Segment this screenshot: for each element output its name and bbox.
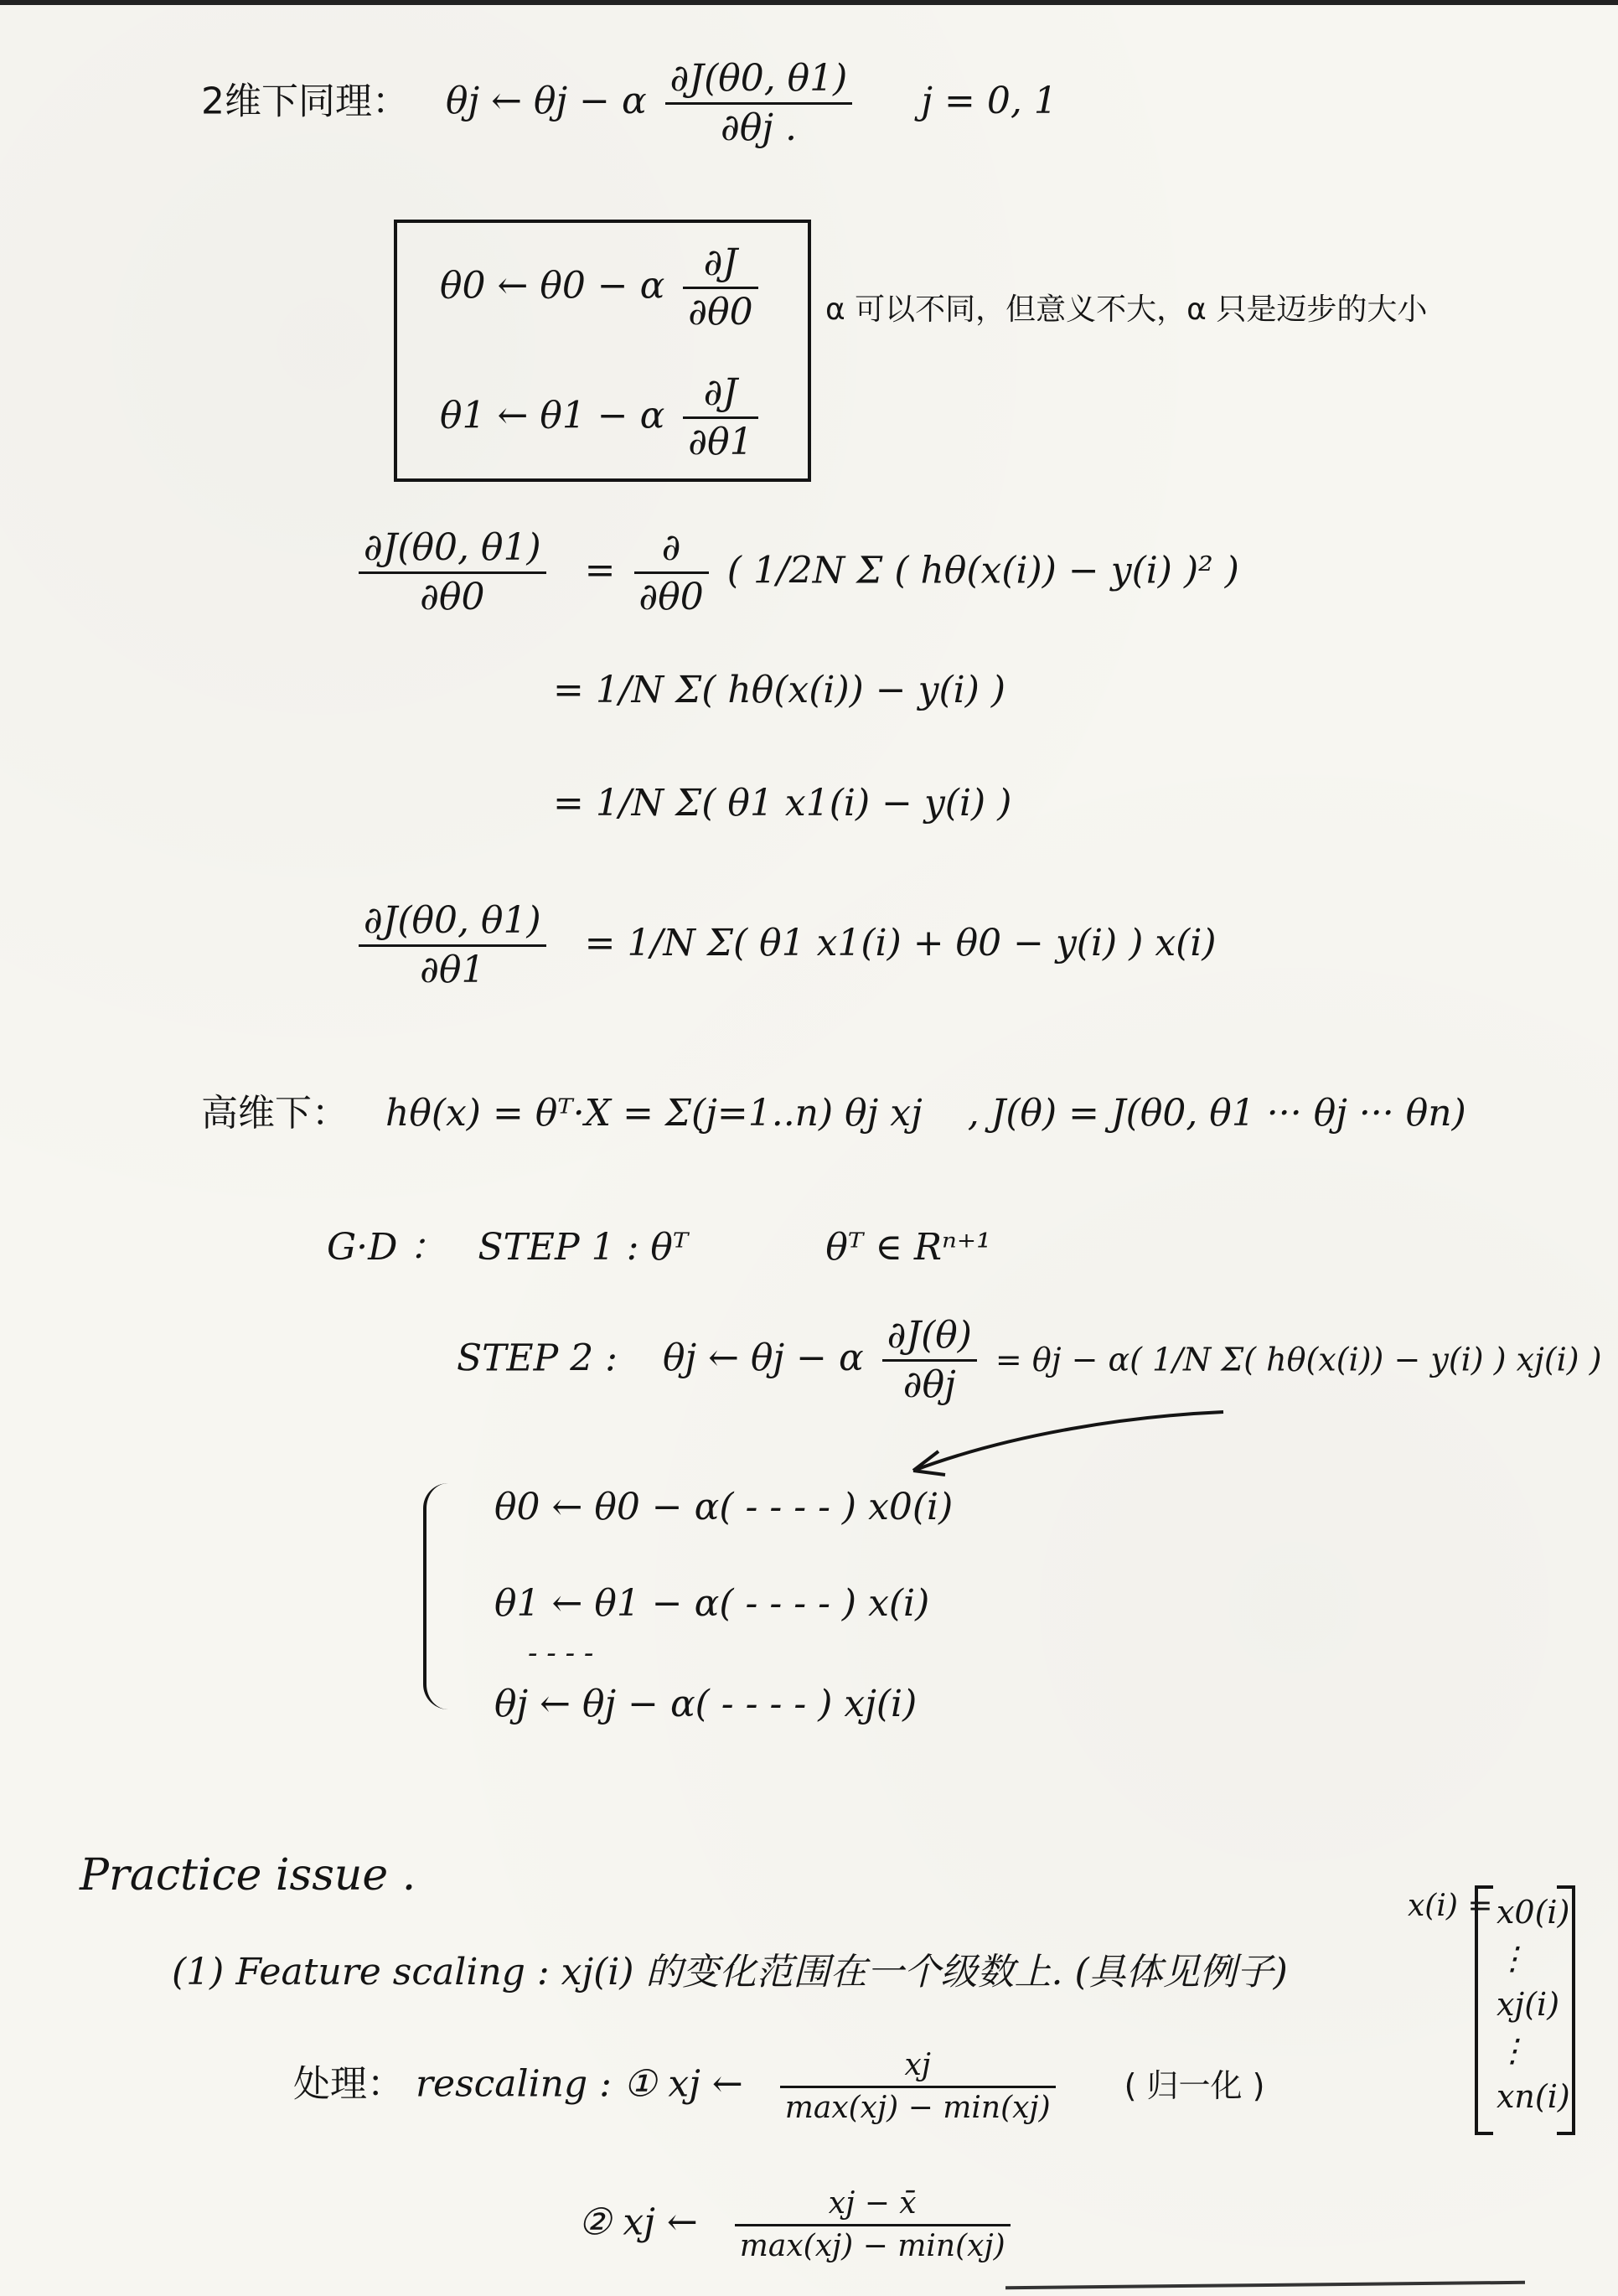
deriv-theta0-lhs-num: ∂J(θ0, θ1)	[359, 528, 546, 574]
high-dim-hypothesis: hθ(x) = θᵀ·X = Σ(j=1..n) θj xj	[385, 1092, 923, 1135]
deriv-theta1-line	[352, 901, 1217, 991]
gd-expand-dots: - - - -	[528, 1637, 594, 1670]
feature-vector	[1475, 1885, 1575, 2128]
deriv-theta0-step1-body: ( 1/2N Σ ( hθ(x(i)) − y(i) )² )	[726, 549, 1239, 592]
gd-step1: STEP 1 : θᵀ	[478, 1226, 689, 1269]
process-label: 处理：	[293, 2062, 404, 2106]
boxed-row1-fraction	[683, 243, 757, 334]
method2-num: xj − x̄	[735, 2187, 1011, 2226]
boxed-row1-left: θ0 ← θ0 − α	[440, 264, 665, 308]
gd-label: G·D ：	[327, 1226, 447, 1269]
gd-expand-theta1: θ1 ← θ1 − α( - - - - ) x(i)	[494, 1582, 930, 1625]
gd-2d-fraction-numerator: ∂J(θ0, θ1)	[665, 59, 853, 105]
boxed-row-theta0	[440, 243, 765, 334]
boxed-row2-den: ∂θ1	[688, 421, 753, 464]
gd-step2-left: θj ← θj − α	[663, 1337, 864, 1380]
deriv-theta0-operator	[634, 528, 709, 618]
method2-den: max(xj) − min(xj)	[739, 2228, 1005, 2263]
deriv-theta0-lhs-den: ∂θ0	[420, 576, 485, 619]
page-top-edge	[0, 0, 1618, 5]
vector-row-dots-1: ⋮	[1497, 1940, 1528, 1977]
high-dim-cost: , J(θ) = J(θ0, θ1 ··· θj ··· θn)	[967, 1092, 1466, 1135]
gd-step2-den: ∂θj	[902, 1363, 956, 1407]
practice-item1	[172, 1952, 1288, 1993]
vector-row-xn: xn(i)	[1497, 2078, 1570, 2115]
deriv-theta1-lhs	[359, 901, 546, 991]
gd-expand-theta0: θ0 ← θ0 − α( - - - - ) x0(i)	[494, 1486, 954, 1528]
deriv-theta1-lhs-num: ∂J(θ0, θ1)	[359, 901, 546, 947]
high-dim-line	[201, 1094, 1466, 1134]
deriv-theta0-line1	[352, 528, 1239, 618]
gd-expand-thetaj: θj ← θj − α( - - - - ) xj(i)	[494, 1683, 918, 1725]
pointer-arrow-icon	[880, 1399, 1232, 1492]
gd-2d-fraction	[665, 59, 853, 149]
gd-step2-label: STEP 2 :	[457, 1337, 618, 1380]
gd-2d-update-left: θj ← θj − α	[446, 80, 647, 123]
boxed-row1-num: ∂J	[683, 243, 757, 289]
deriv-theta1-rhs: = 1/N Σ( θ1 x1(i) + θ0 − y(i) ) x(i)	[584, 922, 1217, 965]
gd-step1-space: θᵀ ∈ Rⁿ⁺¹	[825, 1226, 991, 1269]
practice-title: Practice issue .	[80, 1850, 416, 1900]
rescaling-den: max(xj) − min(xj)	[784, 2090, 1051, 2125]
gd-step2-num: ∂J(θ)	[882, 1316, 977, 1362]
method2-fraction	[735, 2187, 1011, 2262]
rescaling-line	[293, 2049, 1264, 2124]
gd-step2-line	[457, 1316, 1602, 1406]
page-bottom-edge	[1005, 2281, 1525, 2289]
gd-step1-line	[327, 1228, 991, 1268]
boxed-side-note: α 可以不同，但意义不大，α 只是迈步的大小	[825, 292, 1428, 327]
vector-left-bracket	[1475, 1885, 1493, 2135]
vector-row-xj: xj(i)	[1497, 1986, 1560, 2023]
vector-row-x0: x0(i)	[1497, 1894, 1570, 1931]
deriv-theta0-step2: = 1/N Σ( hθ(x(i)) − y(i) )	[553, 669, 1006, 711]
boxed-row1-den: ∂θ0	[688, 291, 753, 334]
rescaling-note: ( 归一化 )	[1124, 2066, 1265, 2104]
boxed-row2-fraction	[683, 373, 757, 463]
deriv-theta0-operator-den: ∂θ0	[638, 576, 704, 619]
boxed-row2-num: ∂J	[683, 373, 757, 419]
vector-row-dots-2: ⋮	[1497, 2032, 1528, 2069]
deriv-theta0-step3: = 1/N Σ( θ1 x1(i) − y(i) )	[553, 782, 1012, 825]
gd-2d-heading: 2维下同理：	[201, 80, 409, 123]
deriv-theta0-eq: =	[584, 549, 616, 592]
vector-label: x(i) =	[1408, 1889, 1493, 1923]
deriv-theta1-lhs-den: ∂θ1	[420, 949, 485, 992]
deriv-theta0-lhs	[359, 528, 546, 618]
boxed-row2-left: θ1 ← θ1 − α	[440, 394, 665, 437]
gd-2d-line	[201, 59, 1057, 149]
boxed-row-theta1	[440, 373, 765, 463]
gd-step2-fraction	[882, 1316, 977, 1406]
gd-2d-fraction-denominator: ∂θj .	[721, 106, 797, 150]
practice-item1-text: (1) Feature scaling : xj(i) 的变化范围在一个级数上. (具体见例子)	[172, 1951, 1288, 1993]
deriv-theta0-operator-num: ∂	[634, 528, 709, 574]
gd-step2-rhs: = θj − α( 1/N Σ( hθ(x(i)) − y(i) ) xj(i) )	[995, 1341, 1602, 1378]
rescaling-fraction	[780, 2049, 1056, 2124]
rescaling-num: xj	[780, 2049, 1056, 2088]
rescaling-label: rescaling : ① xj ←	[416, 2062, 743, 2106]
method2-line	[578, 2187, 1017, 2262]
expansion-brace	[423, 1483, 455, 1709]
method2-label: ② xj ←	[578, 2200, 698, 2244]
high-dim-heading: 高维下：	[201, 1092, 349, 1135]
gd-2d-index-note: j = 0, 1	[921, 80, 1057, 123]
